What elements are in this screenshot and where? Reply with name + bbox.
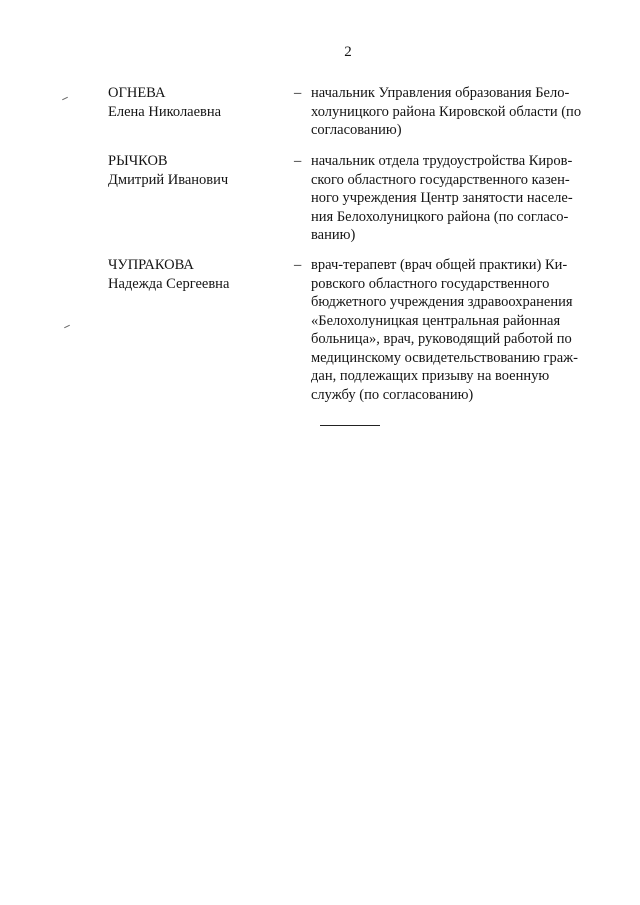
- scan-speck: [64, 325, 70, 328]
- position-line: дан, подлежащих призыву на военную: [311, 368, 550, 384]
- member-name: [108, 84, 278, 121]
- position-line: холуницкого района Кировской области (по: [311, 103, 582, 120]
- member-name: [108, 256, 278, 293]
- position-line: «Белохолуницкая центральная районная: [311, 312, 561, 329]
- position-line: службу (по согласованию): [311, 386, 474, 403]
- position-line: ния Белохолуницкого района (по согласо-: [311, 208, 569, 225]
- position-line: ного учреждения Центр занятости населе-: [311, 190, 573, 206]
- scan-speck: [62, 97, 68, 100]
- position-line: ского областного государственного казен-: [311, 171, 570, 188]
- position-line: согласованию): [311, 122, 402, 138]
- position-line: начальник отдела трудоустройства Киров-: [311, 153, 573, 169]
- member-surname: РЫЧКОВ: [108, 153, 168, 169]
- position-line: начальник Управления образования Бело-: [311, 85, 570, 101]
- closing-rule: [320, 425, 380, 426]
- member-position: [311, 256, 588, 404]
- member-given-names: Надежда Сергеевна: [108, 275, 230, 292]
- dash-separator: –: [294, 257, 302, 273]
- position-line: ровского областного государственного: [311, 275, 550, 292]
- dash-separator: –: [294, 85, 302, 101]
- member-name: [108, 152, 278, 189]
- dash-separator: –: [294, 153, 302, 169]
- member-given-names: Дмитрий Иванович: [108, 171, 229, 188]
- member-position: [311, 152, 588, 245]
- member-surname: ЧУПРАКОВА: [108, 257, 194, 273]
- page-number: 2: [344, 44, 352, 60]
- member-given-names: Елена Николаевна: [108, 103, 222, 120]
- position-line: медицинскому освидетельствованию граж-: [311, 349, 579, 366]
- position-line: ванию): [311, 227, 356, 243]
- member-position: [311, 84, 588, 140]
- position-line: врач-терапевт (врач общей практики) Ки-: [311, 257, 568, 273]
- member-surname: ОГНЕВА: [108, 85, 166, 101]
- position-line: бюджетного учреждения здравоохранения: [311, 294, 573, 310]
- position-line: больница», врач, руководящий работой по: [311, 331, 572, 347]
